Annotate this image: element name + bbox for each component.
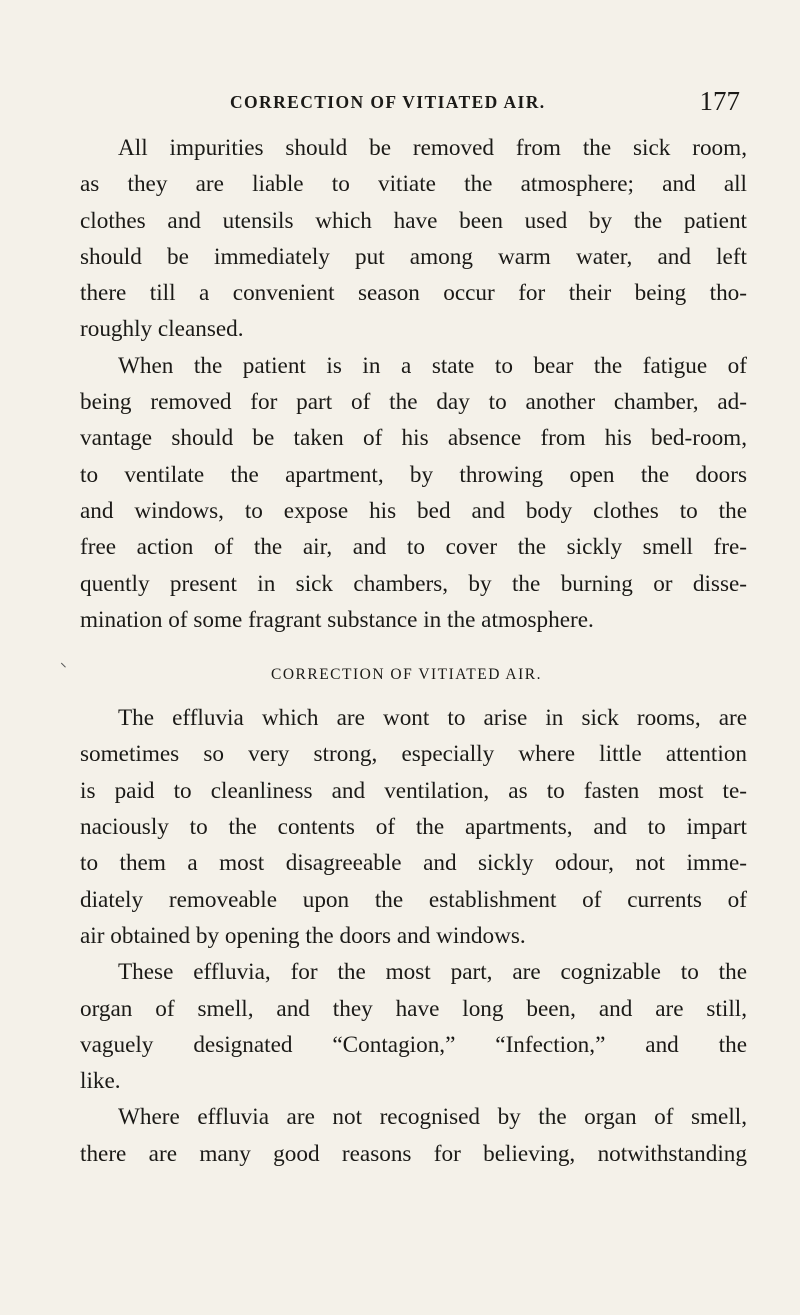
text-line: to ventilate the apartment, by throwing open the doors <box>80 461 747 488</box>
text-line: Where effluvia are not recognised by the organ of smell, <box>118 1104 747 1131</box>
text-line: to them a most disagreeable and sickly odour, not imme- <box>80 850 747 877</box>
paragraph <box>80 130 747 348</box>
paragraph <box>80 1099 747 1172</box>
text-line: free action of the air, and to cover the sickly smell fre- <box>80 534 747 561</box>
paragraph <box>80 348 747 638</box>
text-line: All impurities should be removed from the sick room, <box>118 135 747 161</box>
text-line: as they are liable to vitiate the atmosphere; and all <box>80 171 747 198</box>
text-line: When the patient is in a state to bear the fatigue of <box>118 352 747 379</box>
text-line: diately removeable upon the establishment of currents of <box>80 886 747 913</box>
text-line: is paid to cleanliness and ventilation, as to fasten most te- <box>80 777 747 804</box>
text-line: being removed for part of the day to another chamber, ad- <box>80 389 747 416</box>
text-line: quently present in sick chambers, by the burning or disse- <box>80 570 747 597</box>
text-line: organ of smell, and they have long been, and are still, <box>80 995 747 1022</box>
running-head <box>80 86 740 126</box>
paragraph <box>80 954 747 1099</box>
text-line: mination of some fragrant substance in the atmosphere. <box>80 606 594 633</box>
text-line: The effluvia which are wont to arise in sick rooms, are <box>118 705 747 732</box>
running-title: CORRECTION OF VITIATED AIR. <box>230 92 546 112</box>
text-line: naciously to the contents of the apartments, and to impart <box>80 814 747 841</box>
text-line: there till a convenient season occur for their being tho- <box>80 280 747 307</box>
text-line: should be immediately put among warm water, and left <box>80 243 747 270</box>
section-heading: CORRECTION OF VITIATED AIR. <box>271 666 542 684</box>
paragraph <box>80 700 747 954</box>
text-line: clothes and utensils which have been used by the patient <box>80 207 747 234</box>
text-line: vantage should be taken of his absence from his bed-room, <box>80 425 747 452</box>
margin-mark <box>61 658 70 667</box>
text-line: These effluvia, for the most part, are cognizable to the <box>118 959 747 986</box>
body-text <box>80 130 747 1172</box>
text-line: like. <box>80 1068 121 1095</box>
text-line: and windows, to expose his bed and body clothes to the <box>80 497 747 524</box>
text-line: roughly cleansed. <box>80 316 244 343</box>
page-number: 177 <box>699 86 740 116</box>
text-line: there are many good reasons for believing, notwithstanding <box>80 1140 747 1167</box>
text-line: air obtained by opening the doors and windows. <box>80 922 526 949</box>
text-line: sometimes so very strong, especially where little attention <box>80 741 747 768</box>
text-line: vaguely designated “Contagion,” “Infection,” and the <box>80 1031 747 1058</box>
